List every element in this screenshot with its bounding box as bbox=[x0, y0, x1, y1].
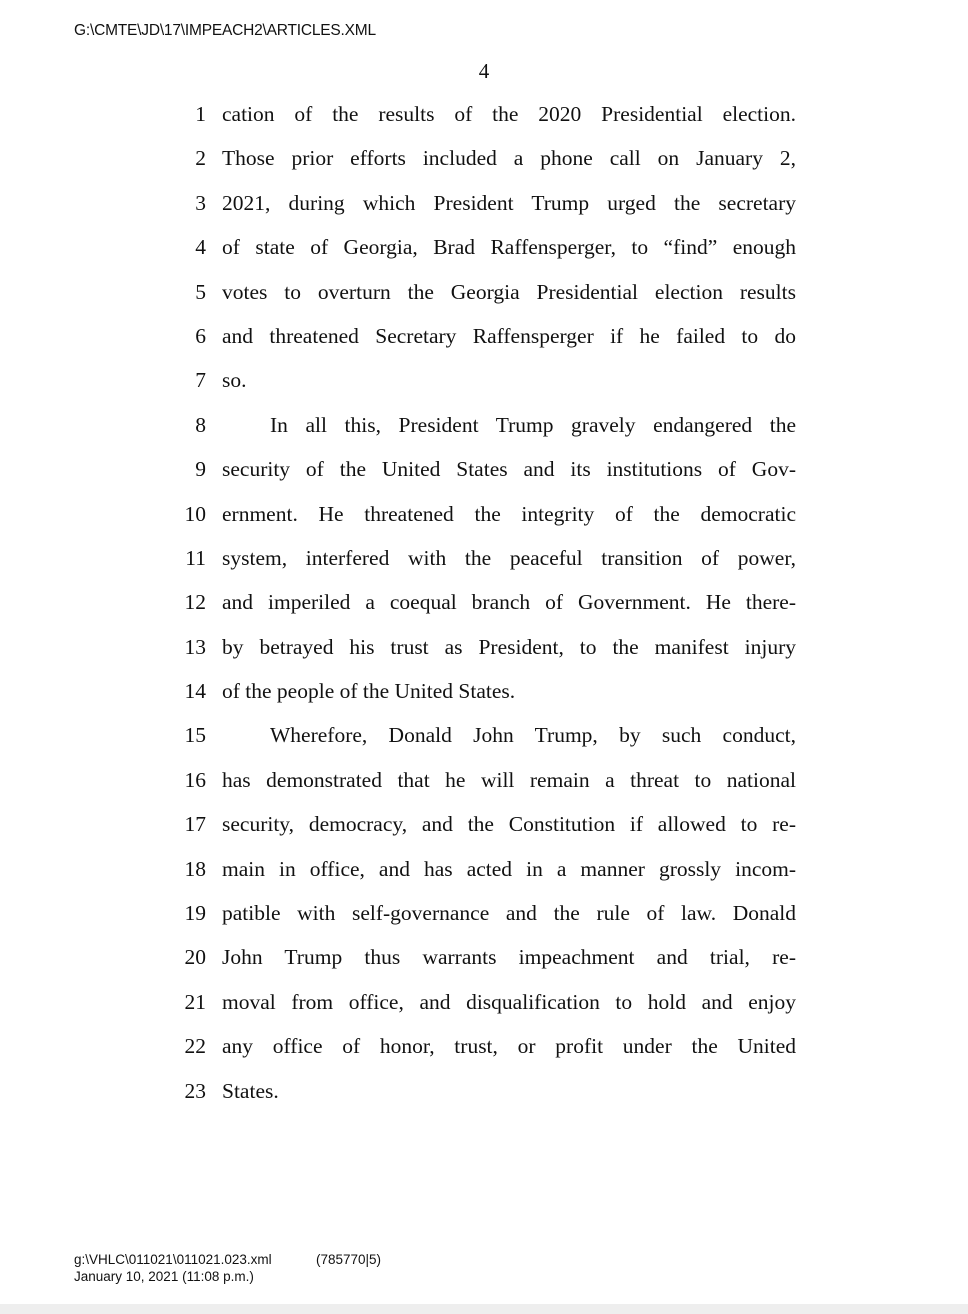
text-line bbox=[0, 851, 968, 895]
page-bottom-edge bbox=[0, 1304, 968, 1314]
text-line bbox=[0, 540, 968, 584]
line-text: of state of Georgia, Brad Raffensperger, to “find” enough bbox=[222, 235, 796, 260]
line-text: patible with self-governance and the rule of law. Donald bbox=[222, 901, 796, 926]
text-line bbox=[0, 229, 968, 273]
text-line bbox=[0, 673, 968, 717]
text-line bbox=[0, 895, 968, 939]
line-text: main in office, and has acted in a manner grossly incom- bbox=[222, 856, 796, 881]
text-line bbox=[0, 362, 968, 406]
line-text: by betrayed his trust as President, to the manifest injury bbox=[222, 634, 796, 659]
text-line bbox=[0, 1028, 968, 1072]
document-footer bbox=[74, 1251, 381, 1285]
page-number: 4 bbox=[478, 59, 490, 83]
text-line bbox=[0, 140, 968, 184]
footer-file-line bbox=[74, 1251, 381, 1268]
line-number: 13 bbox=[184, 634, 206, 659]
line-text: Wherefore, Donald John Trump, by such conduct, bbox=[270, 723, 796, 748]
line-text: so. bbox=[222, 368, 247, 393]
line-number: 15 bbox=[184, 723, 206, 748]
line-number: 9 bbox=[195, 457, 206, 482]
line-text: moval from office, and disqualification to hold and enjoy bbox=[222, 989, 796, 1014]
line-number: 3 bbox=[195, 190, 206, 215]
line-text: of the people of the United States. bbox=[222, 679, 516, 704]
text-line bbox=[0, 451, 968, 495]
line-number: 19 bbox=[184, 901, 206, 926]
line-text: and threatened Secretary Raffensperger if he failed to do bbox=[222, 323, 796, 348]
line-number: 22 bbox=[184, 1034, 206, 1059]
line-number: 14 bbox=[184, 679, 206, 704]
text-line bbox=[0, 496, 968, 540]
line-text: ernment. He threatened the integrity of the democratic bbox=[222, 501, 796, 526]
line-text: 2021, during which President Trump urged the secretary bbox=[222, 190, 796, 215]
text-line bbox=[0, 762, 968, 806]
footer-file-path: g:\VHLC\011021\011021.023.xml bbox=[74, 1252, 272, 1267]
text-line bbox=[0, 96, 968, 140]
line-number: 1 bbox=[195, 102, 206, 126]
line-number: 18 bbox=[184, 856, 206, 881]
text-line bbox=[0, 407, 968, 451]
line-text: security of the United States and its institutions of Gov- bbox=[222, 457, 796, 482]
line-number: 20 bbox=[184, 945, 206, 970]
line-number: 12 bbox=[184, 590, 206, 615]
text-line bbox=[0, 318, 968, 362]
text-line bbox=[0, 1073, 968, 1117]
document-path-header: G:\CMTE\JD\17\IMPEACH2\ARTICLES.XML bbox=[74, 22, 376, 39]
numbered-text-body bbox=[0, 96, 968, 1117]
footer-timestamp: January 10, 2021 (11:08 p.m.) bbox=[74, 1269, 254, 1284]
line-number: 5 bbox=[195, 279, 206, 304]
line-text: security, democracy, and the Constitution if allowed to re- bbox=[222, 812, 796, 837]
line-text: has demonstrated that he will remain a threat to national bbox=[222, 767, 796, 792]
line-text: system, interfered with the peaceful transition of power, bbox=[222, 545, 796, 570]
line-text: and imperiled a coequal branch of Government. He there- bbox=[222, 590, 796, 615]
line-text: John Trump thus warrants impeachment and trial, re- bbox=[222, 945, 796, 970]
text-line bbox=[0, 584, 968, 628]
line-text: votes to overturn the Georgia Presidential election results bbox=[222, 279, 796, 304]
text-line bbox=[0, 984, 968, 1028]
line-number: 10 bbox=[184, 501, 206, 526]
text-line bbox=[0, 806, 968, 850]
line-number: 21 bbox=[184, 989, 206, 1014]
text-line bbox=[0, 629, 968, 673]
line-number: 4 bbox=[195, 235, 206, 260]
footer-code: (785770|5) bbox=[316, 1252, 382, 1267]
line-text: States. bbox=[222, 1078, 279, 1103]
line-text: any office of honor, trust, or profit under the United bbox=[222, 1034, 796, 1059]
text-line bbox=[0, 717, 968, 761]
line-text: cation of the results of the 2020 Presidential election. bbox=[222, 102, 796, 126]
line-number: 2 bbox=[195, 146, 206, 171]
line-text: In all this, President Trump gravely endangered the bbox=[270, 412, 796, 437]
line-number: 17 bbox=[184, 812, 206, 837]
line-number: 23 bbox=[184, 1078, 206, 1103]
line-number: 7 bbox=[195, 368, 206, 393]
line-number: 8 bbox=[195, 412, 206, 437]
line-number: 16 bbox=[184, 767, 206, 792]
line-text: Those prior efforts included a phone call on January 2, bbox=[222, 146, 796, 171]
text-line bbox=[0, 274, 968, 318]
text-line bbox=[0, 939, 968, 983]
line-number: 11 bbox=[185, 545, 206, 570]
line-number: 6 bbox=[195, 323, 206, 348]
text-line bbox=[0, 185, 968, 229]
